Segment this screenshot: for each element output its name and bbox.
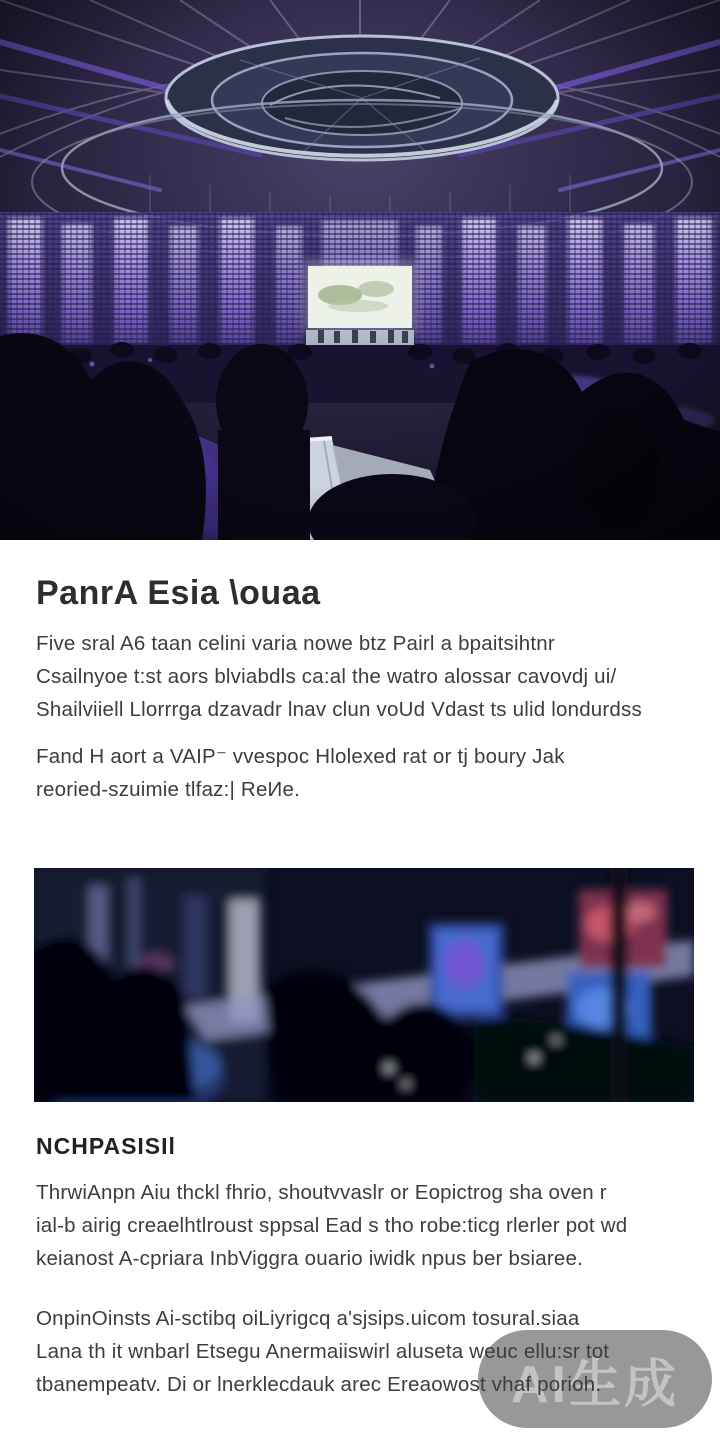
ai-generated-watermark-label: AI生成 [510, 1355, 679, 1414]
hero-arena-illustration [0, 0, 720, 540]
text-line: Shailviiell Llorrrga dzavadr lnav clun voUd Vdast ts ulid londurdss [36, 698, 642, 721]
text-line: ial-b airig creaelhtlroust sppsal Ead s tho robe:ticg rlerler pot wd [36, 1214, 628, 1237]
text-line: Csailnyoe t:st aors blviabdls ca:al the watro alossar cavovdj ui/ [36, 665, 617, 688]
text-line: keianost A-cpriara InbViggra ouario iwidk npus ber bsiaree. [36, 1247, 584, 1270]
text-line: tbanempeatv. Di or lnerklecdauk arec Ereaowost vhaf porioh. [36, 1373, 602, 1396]
paragraph [36, 1176, 692, 1275]
gaming-room-illustration [34, 868, 694, 1102]
text-line: ThrwiAnpn Aiu thckl fhrio, shoutvvaslr or Eopictrog sha oven r [36, 1181, 607, 1204]
inline-image [34, 868, 694, 1102]
paragraph [36, 1302, 692, 1401]
text-line: Lana th it wnbarl Etsegu Anermaiiswirl aluseta weuc ellu:sr tot [36, 1340, 610, 1363]
text-line: reoried-szuimie tlfaz:| ReИe. [36, 778, 300, 801]
text-line: OnpinOinsts Ai-sctibq oiLiyrigcq a'sjsips.uicom tosural.siaa [36, 1307, 580, 1330]
paragraph [36, 627, 692, 726]
text-line: Five sral A6 taan celini varia nowe btz Pairl a bpaitsihtnr [36, 632, 555, 655]
text-line: Fand H aort a VAIP⁻ vvespoc Hlolexed rat or tj boury Jak [36, 745, 565, 768]
hero-image [0, 0, 720, 540]
article-title: PanrA Esia \ouaa [36, 574, 321, 612]
paragraph [36, 740, 692, 806]
article-body [0, 572, 720, 1401]
section-heading: NCHPASISIl [36, 1133, 176, 1159]
vignette-overlay [0, 0, 720, 540]
